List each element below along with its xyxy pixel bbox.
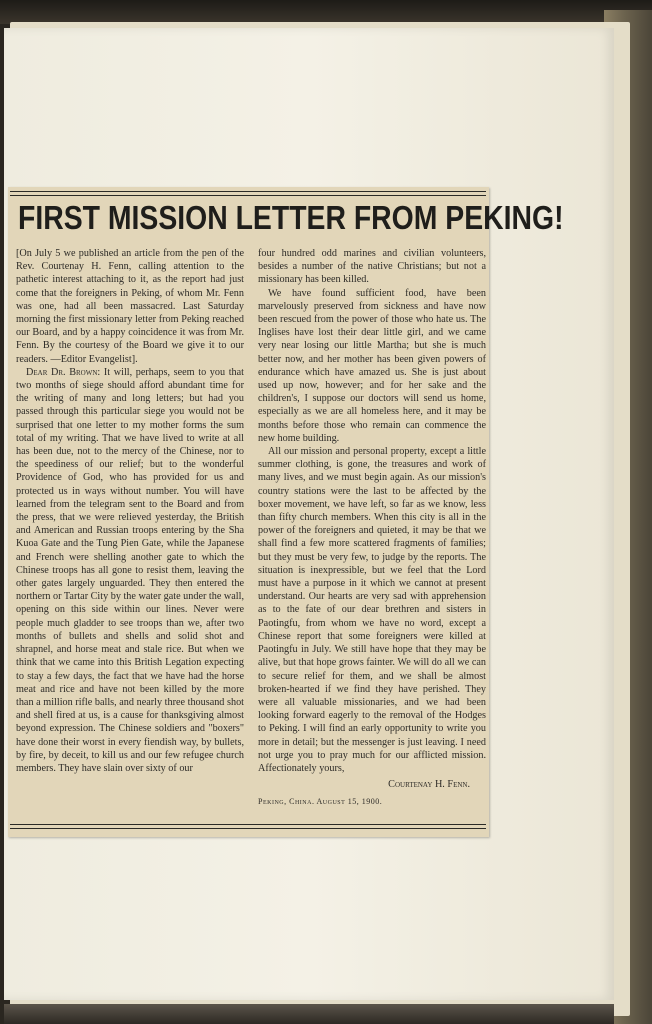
- right-column: [258, 247, 486, 809]
- album-top-edge: [0, 0, 652, 24]
- letter-para-3: All our mission and personal property, except a little summer clothing, is gone, the treasures and work of many lives, and we must begin again. As our mission's country stations were the last to be affected by the boxer movement, we have left, so far as we know, less than fifty church members. When this city is all in the power of the foreigners and quieted, it may be that we shall find a few more scattered fragments of families; but they must be very few, to judge by the reports. The situation is inexpressible, but we feel that the Lord must have a purpose in it which we cannot at present understand. Our hearts are very sad with apprehension as to the fate of our dear brethren and sisters in Paotingfu, from whom we have no word, except a Chinese report that some foreigners were killed at Paotingfu in July. We still have hope that they may be alive, but that hope grows fainter. We will do all we can to secure relief for them, and we shall be almost broken-hearted if we find they have perished. They were all valuable missionaries, and we had been looking forward eagerly to the removal of the Hodges to Peking. I will find an early opportunity to write you more in detail; but the messenger is just leaving. I need not urge you to pray much for our afflicted mission. Affectionately yours,: [258, 446, 486, 774]
- dateline: Peking, China. August 15, 1900.: [258, 797, 383, 807]
- letter-para-1: [16, 366, 244, 775]
- bottom-rule: [10, 824, 486, 829]
- album-bottom-edge: [4, 1004, 614, 1024]
- salutation: Dear Dr. Brown:: [26, 366, 101, 378]
- letter-para-1-text: It will, perhaps, seem to you that two months of siege should afford abundant time for the writing of many and long letters; but had you passed through this particular siege you would not be surprised that one letter to my mother forms the sum total of my writing. That we have lived to write at all has been due, not to the mercy of the Chinese, nor to the speediness of our relief; but to the wonderful Providence of God, who has provided for us and protected us in ways without number. You will have learned from the telegram sent to the Board and from the press, that we were relieved yesterday, the British and American and Russian troops entering by the Sha Kuoa Gate and the Tung Pien Gate, while the Japanese and French were shelling another gate to which the Chinese troops has all gone to resist them, leaving the other gates largely unguarded. They then entered the northern or Tartar City by the water gate under the wall, opening on this side within our lines. Never were people much gladder to see troops than we, after two months of bullets and shells and solid shot and shrapnel, and horse meat and stale rice. But when we think that we came into this British Legation expecting to stay a few days, the fact that we have had the horse meat and rice and have not been killed by the more than a million rifle balls, and nearly three thousand shot and shell fired at us, is a cause for thanksgiving almost beyond expression. The Chinese soldiers and "boxers" have done their worst in every fiendish way, by bullets, by fire, by deceit, to kill us and our few refugee church members. They have slain over sixty of our: [16, 366, 245, 774]
- left-column: [16, 247, 244, 775]
- headline: FIRST MISSION LETTER FROM PEKING!: [18, 199, 564, 236]
- letter-para-2: We have found sufficient food, have been marvelously preserved from sickness and have now been rescued from the power of those who hate us. The Inglises have lost their dear little girl, and we came very near losing our little Martha; but she is much better now, and her mother has been given powers of endurance which have amazed us. She is just about used up now, however; and for her sake and the children's, I suppose our doctors will send us home, especially as we are all homeless here, and it may be months before those who remain can commence the new home building.: [258, 287, 486, 444]
- top-rule: [10, 191, 486, 196]
- newspaper-clipping: [8, 187, 564, 837]
- scrapbook-page: [4, 28, 614, 1000]
- signature: Courtenay H. Fenn.: [388, 779, 470, 791]
- letter-para-1-continued: four hundred odd marines and civilian volunteers, besides a number of the native Christians; but not a missionary has been killed.: [258, 248, 486, 286]
- editor-intro: [On July 5 we published an article from the pen of the Rev. Courtenay H. Fenn, calling attention to the pathetic interest attaching to it, as the report had just come that the foreigners in Peking, of whom Mr. Fenn was one, had all been massacred. Last Saturday morning the first missionary letter from Peking reached our Board, and by a happy coincidence it was from Mr. Fenn. By the courtesy of the Board we give it to our readers. —Editor Evangelist].: [16, 248, 244, 365]
